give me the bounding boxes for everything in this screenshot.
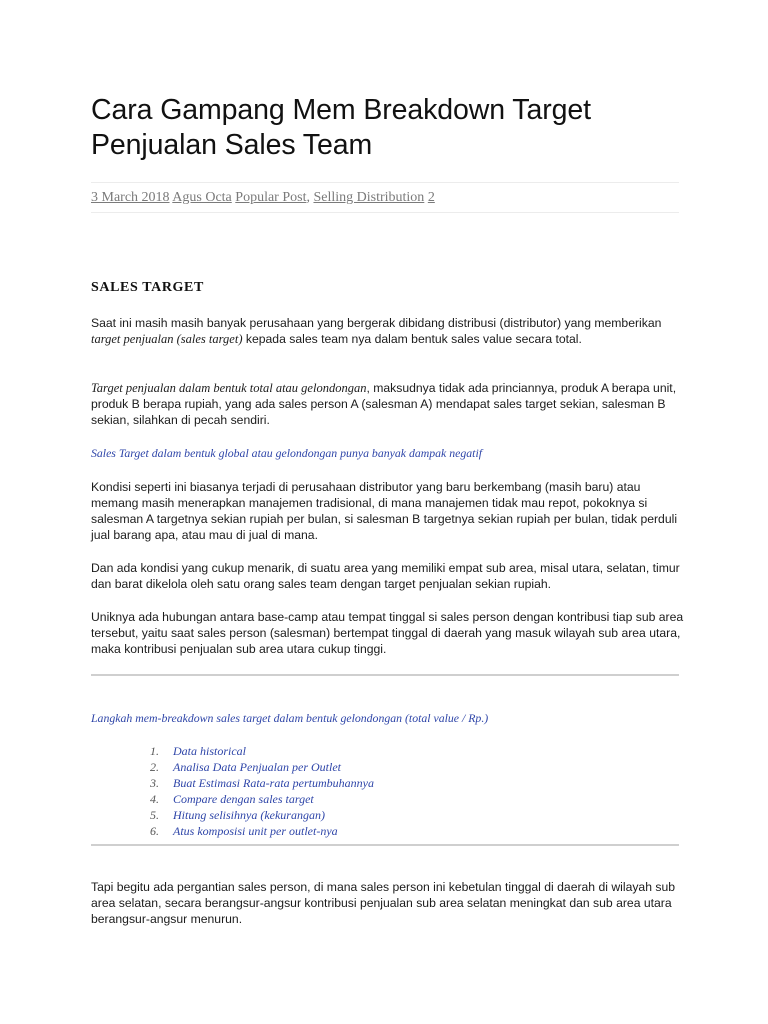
step-number: 4. [150, 792, 159, 806]
step-item [150, 823, 374, 839]
article-title: Cara Gampang Mem Breakdown Target Penjualan Sales Team [91, 94, 591, 161]
breakdown-steps-link[interactable]: Langkah mem-breakdown sales target dalam bentuk gelondongan (total value / Rp.) [91, 711, 489, 725]
step-item [150, 759, 374, 775]
paragraph-2-italic: Target penjualan dalam bentuk total atau gelondongan [91, 381, 367, 395]
meta-divider-top [91, 182, 679, 183]
author-link[interactable]: Agus Octa [172, 190, 232, 205]
step-link[interactable]: Buat Estimasi Rata-rata pertumbuhannya [173, 776, 374, 790]
article-meta [91, 189, 691, 207]
section-divider-2 [91, 844, 679, 846]
paragraph-2-text: , maksudnya tidak ada princiannya, produk A berapa unit, produk B berapa rupiah, yang ada sales person A (salesman A) mendapat sales target sekian, salesman B sekian, silahkan di pecah sendiri. [91, 381, 677, 427]
paragraph-5: Uniknya ada hubungan antara base-camp atau tempat tinggal si sales person dengan kontribusi tiap sub area tersebut, yaitu saat sales person (salesman) bertempat tinggal di daerah yang masuk wilayah sub area utara, maka kontribusi penjualan sub area utara cukup tinggi. [91, 610, 684, 656]
category-link-selling-distribution[interactable]: Selling Distribution [313, 190, 425, 205]
step-item [150, 775, 374, 791]
paragraph-3: Kondisi seperti ini biasanya terjadi di perusahaan distributor yang baru berkembang (masih baru) atau memang masih menerapkan manajemen tradisional, di mana manajemen tidak mau repot, pokoknya si salesman A targetnya sekian rupiah per bulan, si salesman B targetnya sekian rupiah per bulan, tidak perduli jual barang apa, atau mau di jual di mana. [91, 480, 678, 542]
paragraph-1 [91, 315, 691, 347]
step-number: 5. [150, 808, 159, 822]
paragraph-1-text-b: kepada sales team nya dalam bentuk sales value secara total. [242, 332, 582, 346]
meta-divider-bottom [91, 212, 679, 213]
paragraph-1-text-a: Saat ini masih masih banyak perusahaan yang bergerak dibidang distribusi (distributor) yang memberikan [91, 316, 662, 330]
paragraph-4: Dan ada kondisi yang cukup menarik, di suatu area yang memiliki empat sub area, misal utara, selatan, timur dan barat dikelola oleh satu orang sales team dengan target penjualan sekian rupiah. [91, 561, 680, 591]
step-number: 6. [150, 824, 159, 838]
step-item [150, 807, 374, 823]
breakdown-steps-list [150, 743, 374, 839]
step-link[interactable]: Analisa Data Penjualan per Outlet [173, 760, 341, 774]
step-link[interactable]: Atus komposisi unit per outlet-nya [173, 824, 338, 838]
category-separator: , [306, 190, 310, 205]
paragraph-2 [91, 380, 691, 428]
post-date-link[interactable]: 3 March 2018 [91, 190, 170, 205]
section-divider-1 [91, 674, 679, 676]
paragraph-6: Tapi begitu ada pergantian sales person, di mana sales person ini kebetulan tinggal di daerah di wilayah sub area selatan, secara berangsur-angsur kontribusi penjualan sub area selatan meningkat dan sub area utara berangsur-angsur menurun. [91, 880, 676, 926]
step-link[interactable]: Data historical [173, 744, 247, 758]
step-link[interactable]: Hitung selisihnya (kekurangan) [173, 808, 325, 822]
paragraph-1-italic: target penjualan (sales target) [91, 332, 243, 346]
section-heading: SALES TARGET [91, 280, 204, 295]
step-number: 3. [150, 776, 159, 790]
comments-count-link[interactable]: 2 [427, 190, 435, 205]
step-number: 1. [150, 744, 159, 758]
step-number: 2. [150, 760, 159, 774]
step-link[interactable]: Compare dengan sales target [173, 792, 314, 806]
negative-impact-link[interactable]: Sales Target dalam bentuk global atau gelondongan punya banyak dampak negatif [91, 446, 483, 460]
step-item [150, 791, 374, 807]
category-link-popular-post[interactable]: Popular Post [235, 190, 307, 205]
step-item [150, 743, 374, 759]
